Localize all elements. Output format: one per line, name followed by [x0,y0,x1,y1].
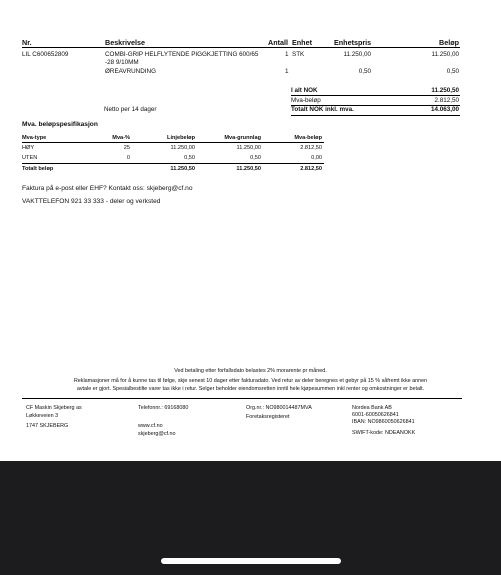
total-value: 11.250,50 [431,87,459,94]
emergency-phone-note: VAKTTELEFON 921 33 333 - deler og verksted [22,198,161,205]
vat-spec-row-2-type: UTEN [22,155,38,161]
line-1-description-cont: -28 9/10MM [105,59,139,66]
vat-spec-row-2-vat: 0,00 [311,155,322,161]
business-register: Foretaksregisteret [246,414,290,420]
grand-total-value: 14.063,00 [430,106,459,113]
vat-spec-total-label: Totalt beløp [22,166,54,172]
vat-spec-row-1-base: 11.250,00 [236,145,261,151]
vat-value: 2.812,50 [434,97,459,104]
company-address: Løkkeveien 3 [26,413,59,419]
vat-spec-row-2-base: 0,50 [250,155,261,161]
vat-spec-header-rate: Mva-% [112,135,130,141]
company-name: CF Maskin Skjeberg as [26,405,82,411]
company-email[interactable]: skjeberg@cf.no [138,431,176,437]
home-indicator[interactable] [161,558,341,564]
col-header-nr: Nr. [22,38,32,47]
header-rule [22,47,460,48]
top-cut-text [407,0,437,2]
payment-terms: Netto per 14 dager [104,106,157,113]
vat-spec-row-1-type: HØY [22,145,35,151]
interest-note: Ved betaling etter forfallsdato belastes 2% morarente pr måned. [174,368,327,374]
vat-spec-row-1-rate: 25 [123,145,130,151]
line-2-amount: 0,50 [446,68,459,75]
line-1-unit-price: 11.250,00 [343,51,371,58]
vat-spec-total-rule [22,163,324,164]
col-header-amount: Beløp [439,38,459,47]
vat-spec-header-rule [22,142,324,143]
vat-spec-row-1-line-amount: 11.250,00 [170,145,195,151]
company-website[interactable]: www.cf.no [138,423,163,429]
vat-spec-row-2-line-amount: 0,50 [184,155,195,161]
vat-spec-row-1-vat: 2.812,50 [300,145,322,151]
vat-spec-title: Mva. beløpspesifikasjon [22,121,98,128]
org-number: Org.nr.: NO980014487MVA [246,405,312,411]
company-phone: Telefonnr.: 69168080 [138,405,189,411]
total-label: I alt NOK [291,87,318,94]
vat-spec-header-vat: Mva-beløp [294,135,322,141]
line-2-description: ØREAVRUNDING [105,68,156,75]
vat-spec-header-line-amount: Linjebeløp [167,135,195,141]
line-1-quantity: 1 [285,51,289,58]
totals-rule-1 [291,95,460,96]
vat-spec-total-vat: 2.812,50 [300,166,322,172]
company-postal: 1747 SKJEBERG [26,423,69,429]
vat-spec-header-type: Mva-type [22,135,47,141]
bank-account: 6001-60050626841 [352,412,399,418]
vat-label: Mva-beløp [291,97,321,104]
line-1-unit: STK [292,51,305,58]
vat-spec-header-base: Mva-grunnlag [224,135,261,141]
line-1-amount: 11.250,00 [431,51,459,58]
ehf-note: Faktura på e-post eller EHF? Kontakt oss: skjeberg@cf.no [22,185,193,192]
col-header-description: Beskrivelse [105,38,145,47]
vat-spec-total-line-amount: 11.250,50 [170,166,195,172]
line-1-nr: LIL C600652809 [22,51,69,58]
bank-swift: SWIFT-kode: NDEANOKK [352,430,416,436]
line-1-description: COMBI-GRIP HELFLYTENDE PIGGKJETTING 600/65 [105,51,259,58]
footer-rule [22,398,462,399]
complaint-terms-line-1: Reklamasjoner må for å kunne tas til følge, skje senest 10 dager etter fakturadato. Ved retur av deler beregnes et gebyr på 15 % såfremt ikke annen [73,378,428,384]
col-header-unit-price: Enhetspris [334,38,372,47]
col-header-unit: Enhet [292,38,312,47]
vat-spec-total-base: 11.250,50 [236,166,261,172]
line-2-quantity: 1 [285,68,289,75]
totals-rule-3 [291,115,460,116]
bank-name: Nordea Bank AB [352,405,392,411]
line-2-unit-price: 0,50 [358,68,371,75]
vat-spec-row-2-rate: 0 [126,155,130,161]
col-header-quantity: Antall [268,38,288,47]
bank-iban: IBAN: NO9860050626841 [352,419,415,425]
grand-total-label: Totalt NOK inkl. mva. [291,106,354,113]
complaint-terms-line-2: avtale er gjort. Spesialbestilte varer tas ikke i retur. Selger beholder eiendomsretten inntil hele kjøpesummen inkl renter og omkostninger er betalt. [76,386,425,392]
